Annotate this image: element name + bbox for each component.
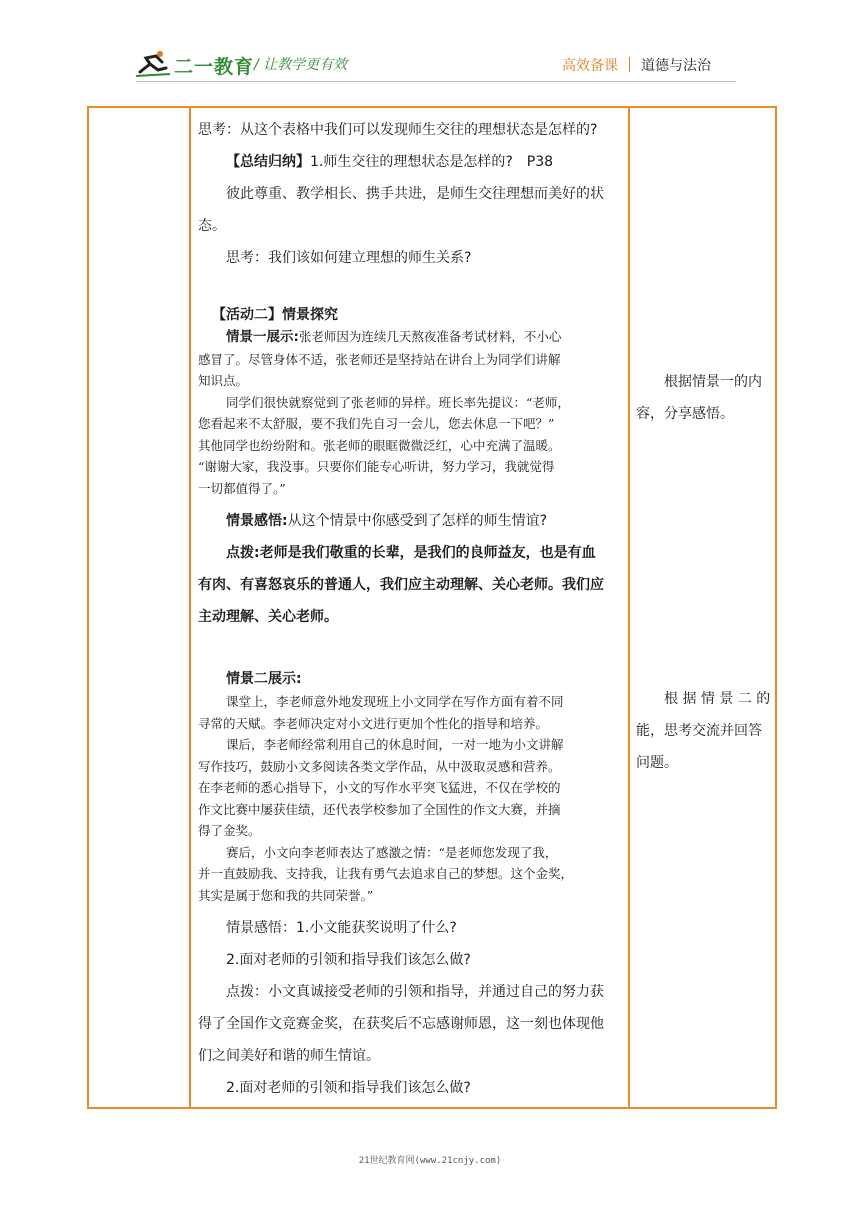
scene-1-hint-label: 点拨: — [226, 545, 260, 561]
header-right — [562, 55, 711, 75]
scene-2-line-6: 作文比赛中屡获佳绩，还代表学校参加了全国性的作文大赛，并摘 — [198, 801, 561, 817]
slogan: / 让教学更有效 — [254, 57, 348, 73]
activity-2-title: 【活动二】情景探究 — [212, 307, 338, 323]
logo — [136, 50, 266, 78]
teaching-content — [198, 114, 626, 1104]
think-question-2: 思考：我们该如何建立理想的师生关系? — [226, 250, 472, 266]
task-2-line-3: 问题。 — [636, 755, 678, 771]
scene-1-line-2: 感冒了。尽管身体不适，张老师还是坚持站在讲台上为同学们讲解 — [198, 351, 561, 367]
scene-1-hint-line-2: 有肉、有喜怒哀乐的普通人，我们应主动理解、关心老师。我们应 — [198, 577, 604, 593]
last-question: 2.面对老师的引领和指导我们该怎么做? — [226, 1080, 471, 1096]
task-1-line-2: 容，分享感悟。 — [636, 406, 734, 422]
scene-2-label: 情景二展示: — [226, 671, 302, 687]
scene-2-hint-line-3: 们之间美好和谐的师生情谊。 — [198, 1048, 380, 1064]
summary-question-text: 1.师生交往的理想状态是怎样的? P38 — [310, 154, 554, 170]
page-header — [0, 0, 860, 95]
task-2-line-1: 根 据 情 景 二 的 — [664, 691, 771, 707]
scene-1-line-5: 您看起来不太舒服，要不我们先自习一会儿，您去休息一下吧？” — [198, 416, 555, 431]
scene-2-line-4: 写作技巧，鼓励小文多阅读各类文学作品，从中汲取灵感和营养。 — [198, 758, 561, 774]
scene-2-line-7: 得了金奖。 — [198, 823, 261, 838]
summary-answer-line-1: 彼此尊重、教学相长、携手共进，是师生交往理想而美好的状 — [226, 186, 604, 202]
scene-1-hint-line-3: 主动理解、关心老师。 — [198, 609, 338, 625]
scene-2-line-1: 课堂上，李老师意外地发现班上小文同学在写作方面有着不同 — [226, 694, 564, 709]
scene-2-line-9: 并一直鼓励我、支持我，让我有勇气去追求自己的梦想。这个金奖， — [198, 866, 574, 881]
scene-1-line-6: 其他同学也纷纷附和。张老师的眼眶微微泛红，心中充满了温暖。 — [198, 437, 561, 453]
scene-1-feeling-label: 情景感悟: — [226, 513, 288, 529]
page-footer: 21世纪教育网(www.21cnjy.com) — [358, 1156, 502, 1166]
scene-2-hint-line-2: 得了全国作文竞赛金奖，在获奖后不忘感谢师恩，这一刻也体现他 — [198, 1016, 604, 1032]
scene-1-label: 情景一展示: — [226, 329, 299, 345]
scene-2-feeling-2: 2.面对老师的引领和指导我们该怎么做? — [226, 952, 471, 968]
header-divider — [629, 57, 630, 72]
scene-1-line-8: 一切都值得了。” — [198, 480, 286, 496]
summary-answer-line-2: 态。 — [198, 218, 226, 234]
scene-2-line-10: 其实是属于您和我的共同荣誉。” — [198, 887, 374, 903]
column-divider-left — [189, 106, 191, 1109]
student-task-2 — [636, 683, 772, 779]
scene-1-line-4: 同学们很快就察觉到了张老师的异样。班长率先提议：“老师， — [226, 394, 570, 410]
scene-1-feeling-text: 从这个情景中你感受到了怎样的师生情谊? — [287, 513, 548, 529]
scene-1-hint-line-1 — [198, 537, 626, 569]
scene-2-line-8: 赛后，小文向李老师表达了感激之情：“是老师您发现了我， — [226, 844, 558, 860]
task-2-line-2: 能，思考交流并回答 — [636, 723, 762, 739]
header-rule — [136, 81, 736, 82]
scene-1-hint-text-1: 老师是我们敬重的长辈，是我们的良师益友，也是有血 — [259, 545, 596, 561]
task-1-line-1: 根据情景一的内 — [664, 374, 762, 390]
scene-2-hint-line-1: 点拨：小文真诚接受老师的引领和指导，并通过自己的努力获 — [226, 984, 604, 1000]
scene-2-feeling-1: 情景感悟：1.小文能获奖说明了什么? — [226, 920, 457, 936]
think-question-1: 思考：从这个表格中我们可以发现师生交往的理想状态是怎样的? — [198, 122, 598, 138]
scene-1-line-1 — [198, 326, 626, 349]
runner-logo-icon — [136, 50, 172, 78]
logo-text: 二一教育 — [174, 56, 255, 78]
column-divider-right — [628, 106, 630, 1109]
scene-2-line-2: 寻常的天赋。李老师决定对小文进行更加个性化的指导和培养。 — [198, 715, 549, 731]
scene-1-line-3: 知识点。 — [198, 373, 249, 388]
summary-label: 【总结归纳】 — [226, 154, 310, 170]
scene-1-feeling — [198, 505, 626, 537]
summary-question — [198, 146, 626, 178]
scene-2-line-3: 课后，李老师经常利用自己的休息时间，一对一地为小文讲解 — [226, 737, 564, 752]
scene-2-line-5: 在李老师的悉心指导下，小文的写作水平突飞猛进，不仅在学校的 — [198, 780, 561, 795]
subject-label: 道德与法治 — [641, 58, 711, 74]
brand-label: 高效备课 — [562, 58, 618, 74]
student-task-1 — [636, 366, 772, 430]
scene-1-text-1: 张老师因为连续几天熬夜准备考试材料，不小心 — [298, 329, 562, 344]
scene-1-line-7: “谢谢大家，我没事。只要你们能专心听讲，努力学习，我就觉得 — [198, 459, 555, 474]
